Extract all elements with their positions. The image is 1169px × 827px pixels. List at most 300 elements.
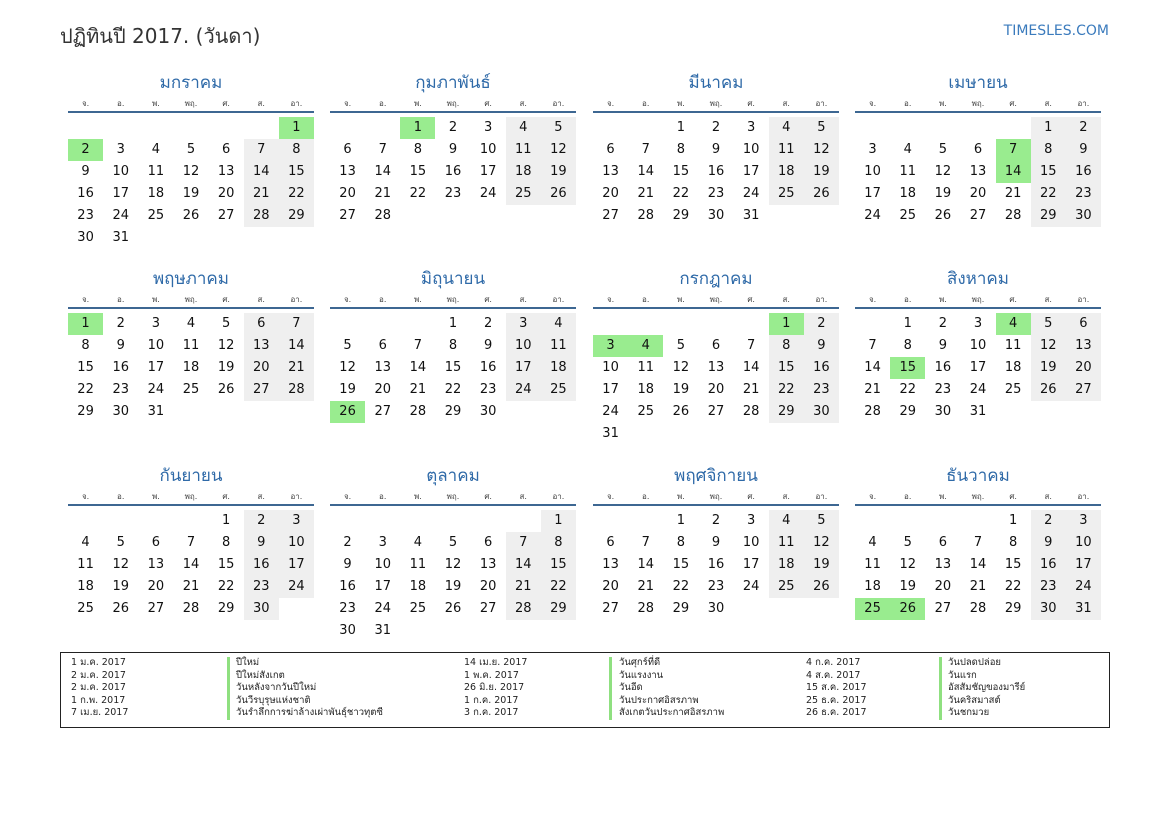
day-cell[interactable]: 28 <box>506 598 541 620</box>
day-cell[interactable]: 10 <box>742 142 760 157</box>
day-cell[interactable]: 13 <box>244 335 279 357</box>
day-cell[interactable]: 5 <box>903 535 912 550</box>
day-cell[interactable]: 24 <box>147 382 165 397</box>
day-cell[interactable]: 2 <box>448 120 458 135</box>
day-cell[interactable]: 15 <box>541 554 576 576</box>
day-cell[interactable]: 23 <box>112 382 129 397</box>
day-cell[interactable]: 22 <box>217 579 235 594</box>
day-cell[interactable]: 30 <box>707 208 725 223</box>
day-cell[interactable]: 15 <box>409 164 427 179</box>
day-cell[interactable]: 6 <box>343 142 352 157</box>
day-cell[interactable]: 7 <box>186 535 196 550</box>
day-cell[interactable]: 8 <box>903 338 912 353</box>
day-cell[interactable]: 1 <box>448 316 458 331</box>
day-cell[interactable]: 9 <box>1031 532 1066 554</box>
day-cell[interactable]: 4 <box>996 313 1031 335</box>
day-cell[interactable]: 24 <box>479 186 497 201</box>
day-cell[interactable]: 16 <box>339 579 356 594</box>
day-cell[interactable]: 16 <box>244 554 279 576</box>
day-cell[interactable]: 24 <box>1066 576 1101 598</box>
day-cell[interactable]: 4 <box>903 142 912 157</box>
day-cell[interactable]: 29 <box>541 598 576 620</box>
day-cell[interactable]: 4 <box>628 335 663 357</box>
day-cell[interactable]: 6 <box>973 142 983 157</box>
day-cell[interactable]: 4 <box>151 142 160 157</box>
day-cell[interactable]: 7 <box>973 535 983 550</box>
day-cell[interactable]: 8 <box>676 142 685 157</box>
day-cell[interactable]: 29 <box>769 401 804 423</box>
day-cell[interactable]: 29 <box>444 404 462 419</box>
day-cell[interactable]: 25 <box>77 601 94 616</box>
day-cell[interactable]: 1 <box>769 313 804 335</box>
day-cell[interactable]: 1 <box>279 117 314 139</box>
day-cell[interactable]: 2 <box>938 316 947 331</box>
day-cell[interactable]: 11 <box>1004 338 1022 353</box>
day-cell[interactable]: 28 <box>864 404 881 419</box>
day-cell[interactable]: 23 <box>339 601 356 616</box>
day-cell[interactable]: 10 <box>479 142 497 157</box>
day-cell[interactable]: 4 <box>769 117 804 139</box>
day-cell[interactable]: 2 <box>244 510 279 532</box>
day-cell[interactable]: 19 <box>804 554 839 576</box>
day-cell[interactable]: 13 <box>217 164 235 179</box>
day-cell[interactable]: 2 <box>711 120 721 135</box>
day-cell[interactable]: 23 <box>707 579 725 594</box>
day-cell[interactable]: 2 <box>68 139 103 161</box>
day-cell[interactable]: 27 <box>707 404 725 419</box>
day-cell[interactable]: 6 <box>378 338 387 353</box>
day-cell[interactable]: 8 <box>541 532 576 554</box>
day-cell[interactable]: 25 <box>506 183 541 205</box>
day-cell[interactable]: 4 <box>769 510 804 532</box>
day-cell[interactable]: 22 <box>1004 579 1022 594</box>
day-cell[interactable]: 12 <box>804 139 839 161</box>
day-cell[interactable]: 19 <box>112 579 129 594</box>
day-cell[interactable]: 7 <box>244 139 279 161</box>
day-cell[interactable]: 22 <box>409 186 427 201</box>
day-cell[interactable]: 16 <box>444 164 462 179</box>
day-cell[interactable]: 28 <box>637 208 654 223</box>
day-cell[interactable]: 2 <box>483 316 493 331</box>
day-cell[interactable]: 27 <box>934 601 952 616</box>
day-cell[interactable]: 27 <box>217 208 235 223</box>
day-cell[interactable]: 6 <box>244 313 279 335</box>
day-cell[interactable]: 8 <box>413 142 422 157</box>
day-cell[interactable]: 3 <box>151 316 160 331</box>
day-cell[interactable]: 7 <box>641 142 650 157</box>
day-cell[interactable]: 12 <box>339 360 356 375</box>
day-cell[interactable]: 11 <box>769 532 804 554</box>
day-cell[interactable]: 1 <box>400 117 435 139</box>
day-cell[interactable]: 25 <box>147 208 165 223</box>
day-cell[interactable]: 22 <box>444 382 462 397</box>
day-cell[interactable]: 14 <box>996 161 1031 183</box>
day-cell[interactable]: 3 <box>483 120 493 135</box>
day-cell[interactable]: 31 <box>602 426 619 441</box>
day-cell[interactable]: 6 <box>151 535 160 550</box>
day-cell[interactable]: 31 <box>147 404 165 419</box>
day-cell[interactable]: 3 <box>746 120 756 135</box>
day-cell[interactable]: 8 <box>81 338 90 353</box>
day-cell[interactable]: 25 <box>409 601 427 616</box>
day-cell[interactable]: 11 <box>864 557 881 572</box>
day-cell[interactable]: 14 <box>637 164 654 179</box>
day-cell[interactable]: 5 <box>343 338 352 353</box>
day-cell[interactable]: 15 <box>672 557 690 572</box>
day-cell[interactable]: 28 <box>637 601 654 616</box>
day-cell[interactable]: 22 <box>672 579 690 594</box>
day-cell[interactable]: 26 <box>1031 379 1066 401</box>
day-cell[interactable]: 17 <box>864 186 881 201</box>
day-cell[interactable]: 2 <box>343 535 352 550</box>
day-cell[interactable]: 13 <box>707 360 725 375</box>
day-cell[interactable]: 18 <box>864 579 881 594</box>
day-cell[interactable]: 14 <box>244 161 279 183</box>
day-cell[interactable]: 24 <box>279 576 314 598</box>
day-cell[interactable]: 1 <box>676 513 685 528</box>
day-cell[interactable]: 27 <box>339 208 356 223</box>
day-cell[interactable]: 20 <box>339 186 356 201</box>
day-cell[interactable]: 14 <box>506 554 541 576</box>
day-cell[interactable]: 25 <box>855 598 890 620</box>
day-cell[interactable]: 17 <box>602 382 619 397</box>
day-cell[interactable]: 5 <box>448 535 458 550</box>
day-cell[interactable]: 19 <box>804 161 839 183</box>
day-cell[interactable]: 19 <box>1031 357 1066 379</box>
day-cell[interactable]: 21 <box>506 576 541 598</box>
day-cell[interactable]: 14 <box>637 557 654 572</box>
day-cell[interactable]: 28 <box>182 601 200 616</box>
day-cell[interactable]: 27 <box>374 404 391 419</box>
day-cell[interactable]: 2 <box>1066 117 1101 139</box>
day-cell[interactable]: 5 <box>804 117 839 139</box>
day-cell[interactable]: 10 <box>969 338 987 353</box>
day-cell[interactable]: 4 <box>186 316 196 331</box>
day-cell[interactable]: 15 <box>279 161 314 183</box>
day-cell[interactable]: 8 <box>1031 139 1066 161</box>
day-cell[interactable]: 8 <box>1008 535 1018 550</box>
day-cell[interactable]: 3 <box>279 510 314 532</box>
day-cell[interactable]: 25 <box>182 382 200 397</box>
day-cell[interactable]: 24 <box>864 208 881 223</box>
day-cell[interactable]: 6 <box>1066 313 1101 335</box>
day-cell[interactable]: 20 <box>707 382 725 397</box>
day-cell[interactable]: 21 <box>1004 186 1022 201</box>
day-cell[interactable]: 1 <box>676 120 685 135</box>
day-cell[interactable]: 11 <box>899 164 916 179</box>
day-cell[interactable]: 18 <box>637 382 654 397</box>
day-cell[interactable]: 17 <box>374 579 391 594</box>
day-cell[interactable]: 20 <box>934 579 952 594</box>
day-cell[interactable]: 30 <box>112 404 129 419</box>
day-cell[interactable]: 3 <box>746 513 756 528</box>
day-cell[interactable]: 10 <box>1066 532 1101 554</box>
day-cell[interactable]: 2 <box>711 513 721 528</box>
day-cell[interactable]: 23 <box>244 576 279 598</box>
day-cell[interactable]: 1 <box>221 513 231 528</box>
day-cell[interactable]: 6 <box>938 535 947 550</box>
day-cell[interactable]: 3 <box>116 142 125 157</box>
day-cell[interactable]: 10 <box>506 335 541 357</box>
day-cell[interactable]: 27 <box>147 601 165 616</box>
day-cell[interactable]: 9 <box>116 338 125 353</box>
day-cell[interactable]: 22 <box>899 382 916 397</box>
day-cell[interactable]: 26 <box>112 601 129 616</box>
day-cell[interactable]: 26 <box>672 404 690 419</box>
day-cell[interactable]: 2 <box>116 316 125 331</box>
day-cell[interactable]: 12 <box>804 532 839 554</box>
day-cell[interactable]: 6 <box>711 338 721 353</box>
day-cell[interactable]: 17 <box>969 360 987 375</box>
day-cell[interactable]: 16 <box>707 557 725 572</box>
day-cell[interactable]: 3 <box>1066 510 1101 532</box>
day-cell[interactable]: 14 <box>182 557 200 572</box>
day-cell[interactable]: 23 <box>1031 576 1066 598</box>
day-cell[interactable]: 27 <box>969 208 987 223</box>
day-cell[interactable]: 25 <box>769 183 804 205</box>
day-cell[interactable]: 9 <box>343 557 352 572</box>
day-cell[interactable]: 16 <box>1031 554 1066 576</box>
day-cell[interactable]: 19 <box>541 161 576 183</box>
day-cell[interactable]: 26 <box>934 208 952 223</box>
day-cell[interactable]: 15 <box>890 357 925 379</box>
day-cell[interactable]: 28 <box>374 208 391 223</box>
day-cell[interactable]: 4 <box>541 313 576 335</box>
day-cell[interactable]: 20 <box>602 579 619 594</box>
day-cell[interactable]: 30 <box>1066 205 1101 227</box>
day-cell[interactable]: 13 <box>934 557 952 572</box>
day-cell[interactable]: 19 <box>339 382 356 397</box>
day-cell[interactable]: 29 <box>672 208 690 223</box>
day-cell[interactable]: 27 <box>602 208 619 223</box>
day-cell[interactable]: 23 <box>934 382 952 397</box>
day-cell[interactable]: 18 <box>147 186 165 201</box>
day-cell[interactable]: 18 <box>541 357 576 379</box>
day-cell[interactable]: 26 <box>444 601 462 616</box>
day-cell[interactable]: 19 <box>182 186 200 201</box>
day-cell[interactable]: 2 <box>1031 510 1066 532</box>
day-cell[interactable]: 3 <box>506 313 541 335</box>
day-cell[interactable]: 3 <box>378 535 387 550</box>
day-cell[interactable]: 11 <box>541 335 576 357</box>
day-cell[interactable]: 19 <box>672 382 690 397</box>
day-cell[interactable]: 28 <box>409 404 427 419</box>
day-cell[interactable]: 28 <box>279 379 314 401</box>
day-cell[interactable]: 7 <box>506 532 541 554</box>
day-cell[interactable]: 21 <box>742 382 760 397</box>
day-cell[interactable]: 21 <box>409 382 427 397</box>
day-cell[interactable]: 25 <box>541 379 576 401</box>
day-cell[interactable]: 26 <box>217 382 235 397</box>
day-cell[interactable]: 9 <box>244 532 279 554</box>
day-cell[interactable]: 28 <box>742 404 760 419</box>
day-cell[interactable]: 17 <box>742 164 760 179</box>
day-cell[interactable]: 19 <box>444 579 462 594</box>
day-cell[interactable]: 27 <box>602 601 619 616</box>
day-cell[interactable]: 5 <box>804 510 839 532</box>
day-cell[interactable]: 16 <box>77 186 94 201</box>
site-link[interactable]: TIMESLES.COM <box>1003 23 1109 39</box>
day-cell[interactable]: 12 <box>1031 335 1066 357</box>
day-cell[interactable]: 21 <box>279 357 314 379</box>
day-cell[interactable]: 23 <box>804 379 839 401</box>
day-cell[interactable]: 22 <box>672 186 690 201</box>
day-cell[interactable]: 12 <box>217 338 235 353</box>
day-cell[interactable]: 20 <box>479 579 497 594</box>
day-cell[interactable]: 15 <box>672 164 690 179</box>
day-cell[interactable]: 24 <box>602 404 619 419</box>
day-cell[interactable]: 9 <box>711 142 721 157</box>
day-cell[interactable]: 26 <box>804 576 839 598</box>
day-cell[interactable]: 20 <box>147 579 165 594</box>
day-cell[interactable]: 17 <box>112 186 129 201</box>
day-cell[interactable]: 15 <box>444 360 462 375</box>
day-cell[interactable]: 14 <box>969 557 987 572</box>
day-cell[interactable]: 29 <box>899 404 916 419</box>
day-cell[interactable]: 1 <box>903 316 912 331</box>
day-cell[interactable]: 1 <box>1008 513 1018 528</box>
day-cell[interactable]: 8 <box>279 139 314 161</box>
day-cell[interactable]: 23 <box>444 186 462 201</box>
day-cell[interactable]: 4 <box>506 117 541 139</box>
day-cell[interactable]: 30 <box>77 230 94 245</box>
day-cell[interactable]: 15 <box>217 557 235 572</box>
day-cell[interactable]: 9 <box>938 338 947 353</box>
day-cell[interactable]: 24 <box>374 601 391 616</box>
day-cell[interactable]: 30 <box>1031 598 1066 620</box>
day-cell[interactable]: 11 <box>77 557 94 572</box>
day-cell[interactable]: 20 <box>244 357 279 379</box>
day-cell[interactable]: 9 <box>804 335 839 357</box>
day-cell[interactable]: 1 <box>541 510 576 532</box>
day-cell[interactable]: 6 <box>606 535 615 550</box>
day-cell[interactable]: 8 <box>221 535 231 550</box>
day-cell[interactable]: 28 <box>1004 208 1022 223</box>
day-cell[interactable]: 30 <box>707 601 725 616</box>
day-cell[interactable]: 15 <box>1031 161 1066 183</box>
day-cell[interactable]: 21 <box>969 579 987 594</box>
day-cell[interactable]: 18 <box>77 579 94 594</box>
day-cell[interactable]: 17 <box>1066 554 1101 576</box>
day-cell[interactable]: 23 <box>77 208 94 223</box>
day-cell[interactable]: 20 <box>602 186 619 201</box>
day-cell[interactable]: 16 <box>479 360 497 375</box>
day-cell[interactable]: 25 <box>1004 382 1022 397</box>
day-cell[interactable]: 11 <box>147 164 165 179</box>
day-cell[interactable]: 5 <box>541 117 576 139</box>
day-cell[interactable]: 26 <box>330 401 365 423</box>
day-cell[interactable]: 17 <box>147 360 165 375</box>
day-cell[interactable]: 12 <box>934 164 952 179</box>
day-cell[interactable]: 5 <box>1031 313 1066 335</box>
day-cell[interactable]: 5 <box>116 535 125 550</box>
day-cell[interactable]: 15 <box>769 357 804 379</box>
day-cell[interactable]: 25 <box>769 576 804 598</box>
day-cell[interactable]: 11 <box>182 338 200 353</box>
day-cell[interactable]: 2 <box>804 313 839 335</box>
day-cell[interactable]: 31 <box>374 623 391 638</box>
day-cell[interactable]: 26 <box>182 208 200 223</box>
day-cell[interactable]: 11 <box>506 139 541 161</box>
day-cell[interactable]: 18 <box>769 161 804 183</box>
day-cell[interactable]: 24 <box>506 379 541 401</box>
day-cell[interactable]: 22 <box>541 576 576 598</box>
day-cell[interactable]: 17 <box>479 164 497 179</box>
day-cell[interactable]: 29 <box>1031 205 1066 227</box>
day-cell[interactable]: 14 <box>742 360 760 375</box>
day-cell[interactable]: 18 <box>182 360 200 375</box>
day-cell[interactable]: 25 <box>899 208 916 223</box>
day-cell[interactable]: 14 <box>279 335 314 357</box>
day-cell[interactable]: 10 <box>374 557 391 572</box>
day-cell[interactable]: 22 <box>279 183 314 205</box>
day-cell[interactable]: 13 <box>339 164 356 179</box>
day-cell[interactable]: 16 <box>1066 161 1101 183</box>
day-cell[interactable]: 22 <box>1031 183 1066 205</box>
day-cell[interactable]: 28 <box>969 601 987 616</box>
day-cell[interactable]: 20 <box>374 382 391 397</box>
day-cell[interactable]: 13 <box>969 164 987 179</box>
day-cell[interactable]: 3 <box>868 142 877 157</box>
day-cell[interactable]: 9 <box>81 164 90 179</box>
day-cell[interactable]: 13 <box>479 557 497 572</box>
day-cell[interactable]: 7 <box>378 142 387 157</box>
day-cell[interactable]: 12 <box>899 557 916 572</box>
day-cell[interactable]: 14 <box>864 360 881 375</box>
day-cell[interactable]: 1 <box>1031 117 1066 139</box>
day-cell[interactable]: 16 <box>112 360 129 375</box>
day-cell[interactable]: 24 <box>969 382 987 397</box>
day-cell[interactable]: 8 <box>676 535 685 550</box>
day-cell[interactable]: 30 <box>479 404 497 419</box>
day-cell[interactable]: 9 <box>448 142 458 157</box>
day-cell[interactable]: 24 <box>742 579 760 594</box>
day-cell[interactable]: 27 <box>1066 379 1101 401</box>
day-cell[interactable]: 8 <box>769 335 804 357</box>
day-cell[interactable]: 15 <box>1004 557 1022 572</box>
day-cell[interactable]: 26 <box>890 598 925 620</box>
day-cell[interactable]: 21 <box>374 186 391 201</box>
day-cell[interactable]: 11 <box>637 360 654 375</box>
day-cell[interactable]: 18 <box>409 579 427 594</box>
day-cell[interactable]: 15 <box>77 360 94 375</box>
day-cell[interactable]: 5 <box>221 316 231 331</box>
day-cell[interactable]: 29 <box>77 404 94 419</box>
day-cell[interactable]: 17 <box>742 557 760 572</box>
day-cell[interactable]: 22 <box>769 379 804 401</box>
day-cell[interactable]: 23 <box>707 186 725 201</box>
day-cell[interactable]: 16 <box>804 357 839 379</box>
day-cell[interactable]: 7 <box>641 535 650 550</box>
day-cell[interactable]: 21 <box>182 579 200 594</box>
day-cell[interactable]: 3 <box>593 335 628 357</box>
day-cell[interactable]: 7 <box>279 313 314 335</box>
day-cell[interactable]: 6 <box>606 142 615 157</box>
day-cell[interactable]: 21 <box>864 382 881 397</box>
day-cell[interactable]: 30 <box>804 401 839 423</box>
day-cell[interactable]: 7 <box>413 338 422 353</box>
day-cell[interactable]: 6 <box>221 142 231 157</box>
day-cell[interactable]: 30 <box>339 623 356 638</box>
day-cell[interactable]: 12 <box>541 139 576 161</box>
day-cell[interactable]: 10 <box>112 164 129 179</box>
day-cell[interactable]: 4 <box>868 535 877 550</box>
day-cell[interactable]: 23 <box>1066 183 1101 205</box>
day-cell[interactable]: 18 <box>769 554 804 576</box>
day-cell[interactable]: 9 <box>1066 139 1101 161</box>
day-cell[interactable]: 29 <box>672 601 690 616</box>
day-cell[interactable]: 21 <box>637 579 654 594</box>
